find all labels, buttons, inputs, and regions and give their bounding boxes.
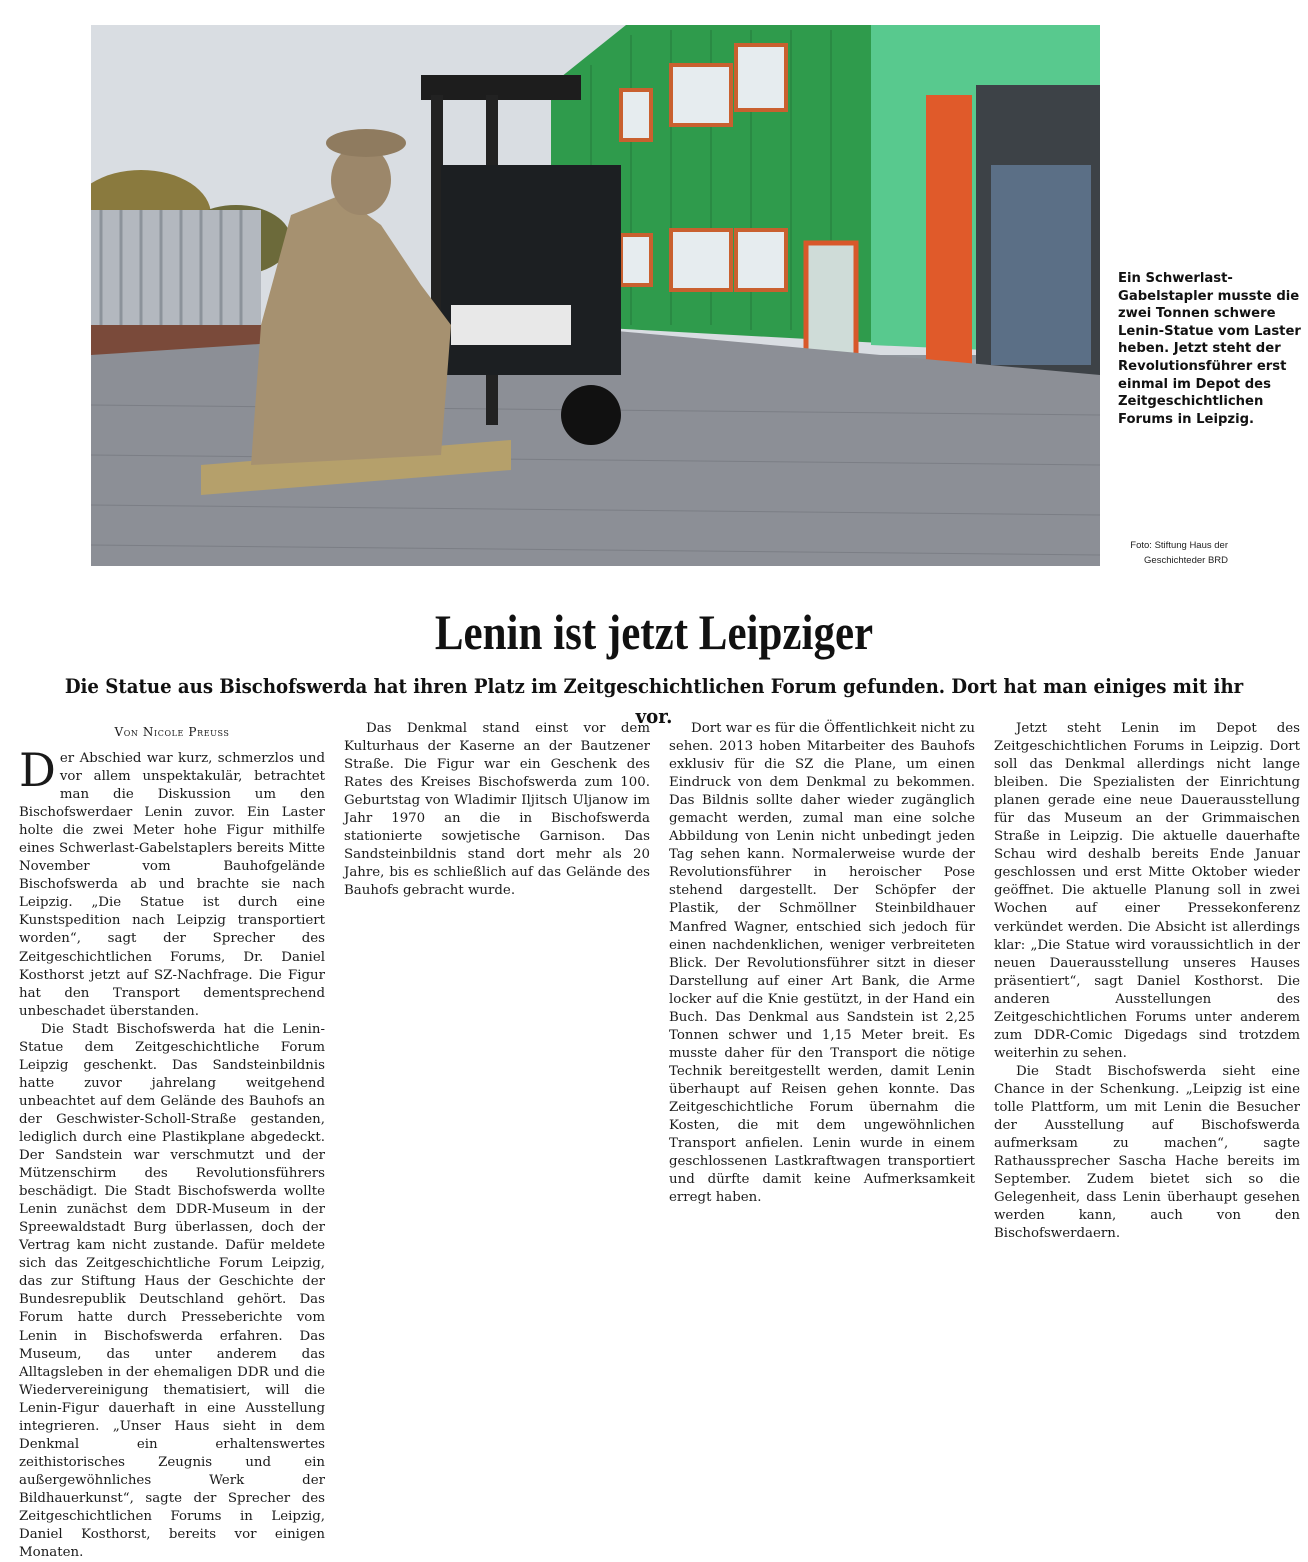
- article-paragraph: Jetzt steht Lenin im Depot des Zeitgeschichtlichen Forums in Leipzig. Dort soll das Denkmal allerdings nicht lange bleiben. Die Spezialisten der Einrichtung planen gerade eine neue Dauerausstellung für das Museum an der Grimmaischen Straße in Leipzig. Die aktuelle dauerhafte Schau wird deshalb bereits Ende Januar geschlossen und erst Mitte Oktober wieder geöffnet. Die aktuelle Planung soll in zwei Wochen auf einer Pressekonferenz verkündet werden. Die Absicht ist allerdings klar: „Die Statue wird voraussichtlich in der neuen Dauerausstellung unseres Hauses präsentiert“, sagt Daniel Kosthorst. Die anderen Ausstellungen des Zeitgeschichtlichen Forums unter anderem zum DDR-Comic Digedags sind trotzdem weiterhin zu sehen.: [994, 721, 1300, 1061]
- gate-panel: [926, 95, 972, 375]
- forklift-roof: [421, 75, 581, 100]
- statue-cap: [326, 129, 406, 157]
- byline-text: Von Nicole Preuss: [114, 725, 230, 739]
- forklift-wheel: [561, 385, 621, 445]
- photo-credit: Foto: Stiftung Haus der Geschichteder BRD: [1130, 540, 1228, 566]
- fence: [91, 210, 261, 340]
- article-column-4: [994, 720, 1300, 1243]
- article-paragraph: [19, 743, 325, 1021]
- article-column-1: [19, 720, 325, 1562]
- article-paragraph: Dort war es für die Öffentlichkeit nicht zu sehen. 2013 hoben Mitarbeiter des Bauhofs exklusiv für die SZ die Plane, um einen Eindruck von dem Denkmal zu bekommen. Das Bildnis sollte daher wieder zugänglich gemacht werden, zumal man eine solche Abbildung von Lenin nicht unbedingt jeden Tag sehen kann. Normalerweise wurde der Revolutionsführer in heroischer Pose stehend dargestellt. Der Schöpfer der Plastik, der Schmöllner Steinbildhauer Manfred Wagner, entschied sich jedoch für einen nachdenklichen, weniger verbreiteten Blick. Der Revolutionsführer sitzt in dieser Darstellung auf einer Art Bank, die Arme locker auf die Knie gestützt, in der Hand ein Buch. Das Denkmal aus Sandstein ist 2,25 Tonnen schwer und 1,15 Meter breit. Es musste daher für den Transport die nötige Technik bereitgestellt werden, damit Lenin überhaupt auf Reisen gehen konnte. Das Zeitgeschichtliche Forum übernahm die Kosten, die mit dem ungewöhnlichen Transport anfielen. Lenin wurde in einem geschlossenen Lastkraftwagen transportiert und dürfte damit keine Aufmerksamkeit erregt haben.: [669, 721, 975, 1206]
- article-paragraph: Die Stadt Bischofswerda sieht eine Chance in der Schenkung. „Leipzig ist eine tolle Plattform, um mit Lenin die Besucher der Ausstellung auf Bischofswerda aufmerksam zu machen“, sagte Rathaussprecher Sascha Hache bereits im September. Zudem bietet sich so die Gelegenheit, dass Lenin überhaupt gesehen werden kann, auch von den Bischofswerdaern.: [994, 1063, 1300, 1242]
- article-paragraph: Das Denkmal stand einst vor dem Kulturhaus der Kaserne an der Bautzener Straße. Die Figur war ein Geschenk des Rates des Kreises Bischofswerda zum 100. Geburtstag von Wladimir Iljitsch Uljanow im Jahr 1970 an die in Bischofswerda stationierte sowjetische Garnison. Das Sandsteinbildnis stand dort mehr als 20 Jahre, bis es schließlich auf das Gelände des Bauhofs gebracht wurde.: [344, 721, 650, 899]
- paragraph-text: er Abschied war kurz, schmerzlos und vor allem unspektakulär, betrachtet man die Diskussion um den Bischofswerdaer Lenin zuvor. Ein Laster holte die zwei Meter hohe Figur mithilfe eines Schwerlast-Gabelstaplers bereits Mitte November vom Bauhofgelände Bischofswerda ab und brachte sie nach Leipzig. „Die Statue ist durch eine Kunstspedition nach Leipzig transportiert worden“, sagt der Sprecher des Zeitgeschichtlichen Forums, Dr. Daniel Kosthorst jetzt auf SZ-Nachfrage. Die Figur hat den Transport dementsprechend unbeschadet überstanden.: [19, 751, 325, 1019]
- article-column-2: [344, 720, 650, 900]
- article-paragraph: Die Stadt Bischofswerda hat die Lenin-Statue dem Zeitgeschichtliche Forum Leipzig geschenkt. Das Sandsteinbildnis hatte zuvor jahrelang weitgehend unbeachtet auf dem Gelände des Bauhofs an der Geschwister-Scholl-Straße gestanden, lediglich durch eine Plastikplane abgedeckt. Der Sandstein war verschmutzt und der Mützenschirm des Revolutionsführers beschädigt. Die Stadt Bischofswerda wollte Lenin zunächst dem DDR-Museum in der Spreewaldstadt Burg überlassen, doch der Vertrag kam nicht zustande. Dafür meldete sich das Zeitgeschichtliche Forum Leipzig, das zur Stiftung Haus der Geschichte der Bundesrepublik Deutschland gehört. Das Forum hatte durch Presseberichte vom Lenin in Bischofswerda erfahren. Das Museum, das unter anderem das Alltagsleben in der ehemaligen DDR und die Wiedervereinigung thematisiert, will die Lenin-Figur dauerhaft in eine Ausstellung integrieren. „Unser Haus sieht in dem Denkmal ein erhaltenswertes zeithistorisches Zeugnis und ein außergewöhnliches Werk der Bildhauerkunst“, sagte der Sprecher des Zeitgeschichtlichen Forums in Leipzig, Daniel Kosthorst, bereits vor einigen Monaten.: [19, 1021, 325, 1561]
- photo-caption: Ein Schwerlast-Gabelstapler musste die zwei Tonnen schwere Lenin-Statue vom Laster heben. Jetzt steht der Revolutionsführer erst einmal im Depot des Zeitgeschichtlichen Forums in Leipzig.: [1118, 271, 1301, 427]
- byline: [19, 724, 325, 740]
- depot-shelves: [991, 165, 1091, 365]
- article-photo: [91, 25, 1100, 566]
- forklift-panel: [451, 305, 571, 345]
- subheadline: Die Statue aus Bischofswerda hat ihren Platz im Zeitgeschichtlichen Forum gefunden. Dort hat man einiges mit ihr vor.: [64, 675, 1244, 728]
- article-column-3: [669, 720, 975, 1207]
- headline: Lenin ist jetzt Leipziger: [434, 604, 874, 660]
- photo-illustration: [91, 25, 1100, 566]
- dropcap: D: [19, 743, 56, 797]
- building-door: [806, 243, 856, 355]
